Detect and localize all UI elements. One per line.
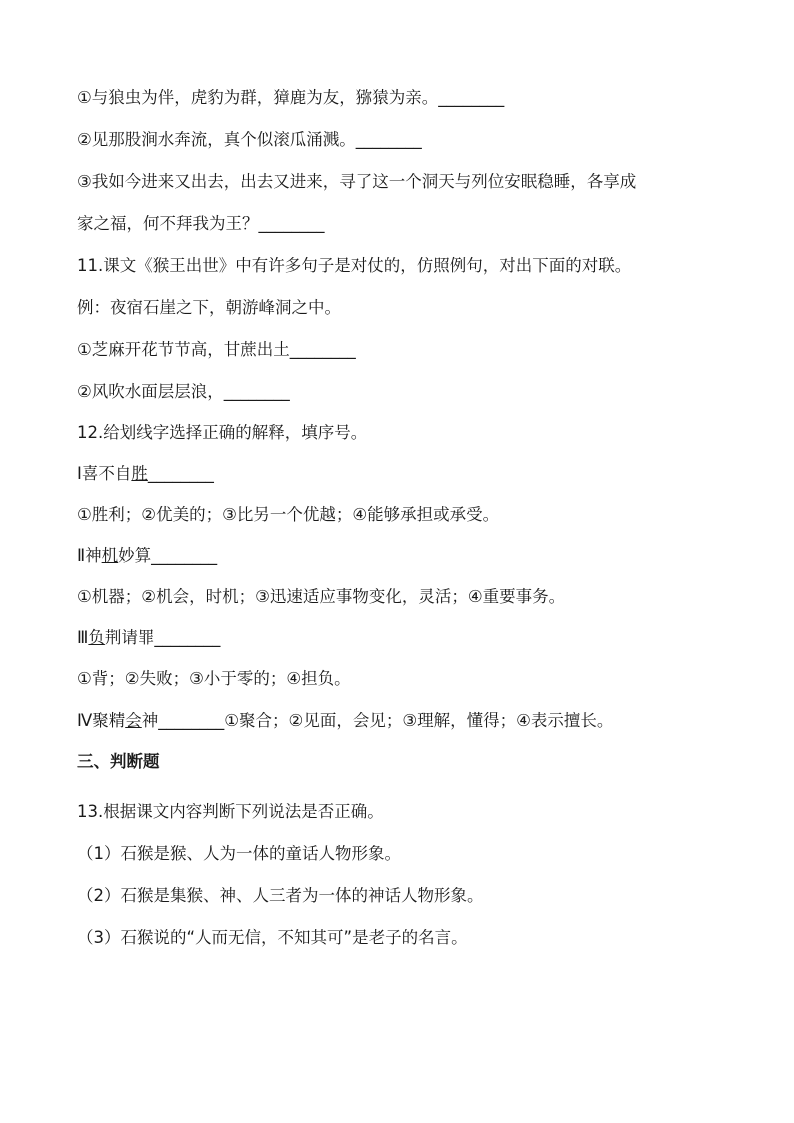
q12-group-2-suffix: 妙算________ xyxy=(118,546,218,565)
q12-group-1-underlined: 胜 xyxy=(131,464,148,483)
q13-question: 13.根据课文内容判断下列说法是否正确。 xyxy=(77,802,384,821)
q12-group-4-prefix: Ⅳ聚精 xyxy=(77,711,126,730)
q12-group-3-stem xyxy=(77,626,220,650)
q12-group-4-suffix: 神________①聚合；②见面，会见；③理解，懂得；④表示擅长。 xyxy=(141,711,614,730)
q12-group-2-prefix: Ⅱ神 xyxy=(77,546,102,565)
q10-item-2: ②见那股涧水奔流，真个似滚瓜涌溅。________ xyxy=(77,130,422,149)
q11-example: 例：夜宿石崖之下，朝游峰洞之中。 xyxy=(77,298,341,317)
section-heading: 三、判断题 xyxy=(77,752,160,771)
q12-group-3-suffix: 荆请罪________ xyxy=(104,628,221,647)
q12-group-2-stem xyxy=(77,544,217,568)
q12-group-1-suffix: ________ xyxy=(147,464,214,483)
q12-group-2-options: ①机器；②机会，时机；③迅速适应事物变化，灵活；④重要事务。 xyxy=(77,587,566,606)
q11-item-1: ①芝麻开花节节高，甘蔗出土________ xyxy=(77,340,356,359)
q12-group-3-options: ①背；②失败；③小于零的；④担负。 xyxy=(77,669,351,688)
q12-group-2-underlined: 机 xyxy=(101,546,119,565)
q11-item-2: ②风吹水面层层浪，________ xyxy=(77,382,290,401)
q12-question: 12.给划线字选择正确的解释，填序号。 xyxy=(77,423,368,442)
q10-item-3-line-1: ③我如今进来又出去，出去又进来，寻了这一个洞天与列位安眠稳睡，各享成 xyxy=(77,172,637,191)
q12-group-1-stem xyxy=(77,462,214,486)
q12-group-3-prefix: Ⅲ xyxy=(77,628,89,647)
q12-group-4-underlined: 会 xyxy=(125,711,142,730)
q10-item-1: ①与狼虫为伴，虎豹为群，獐鹿为友，猕猿为亲。________ xyxy=(77,88,505,107)
q13-item-1: （1）石猴是猴、人为一体的童话人物形象。 xyxy=(77,844,401,863)
q11-question: 11.课文《猴王出世》中有许多句子是对仗的，仿照例句，对出下面的对联。 xyxy=(77,256,632,275)
q10-item-3-line-2: 家之福，何不拜我为王？________ xyxy=(77,214,325,233)
q12-group-1-prefix: Ⅰ喜不自 xyxy=(77,464,132,483)
q13-item-2: （2）石猴是集猴、神、人三者为一体的神话人物形象。 xyxy=(77,886,484,905)
q13-item-3: （3）石猴说的“人而无信，不知其可”是老子的名言。 xyxy=(77,928,468,947)
q12-group-4-stem xyxy=(77,709,613,733)
q12-group-1-options: ①胜利；②优美的；③比另一个优越；④能够承担或承受。 xyxy=(77,505,500,524)
q12-group-3-underlined: 负 xyxy=(88,628,105,647)
